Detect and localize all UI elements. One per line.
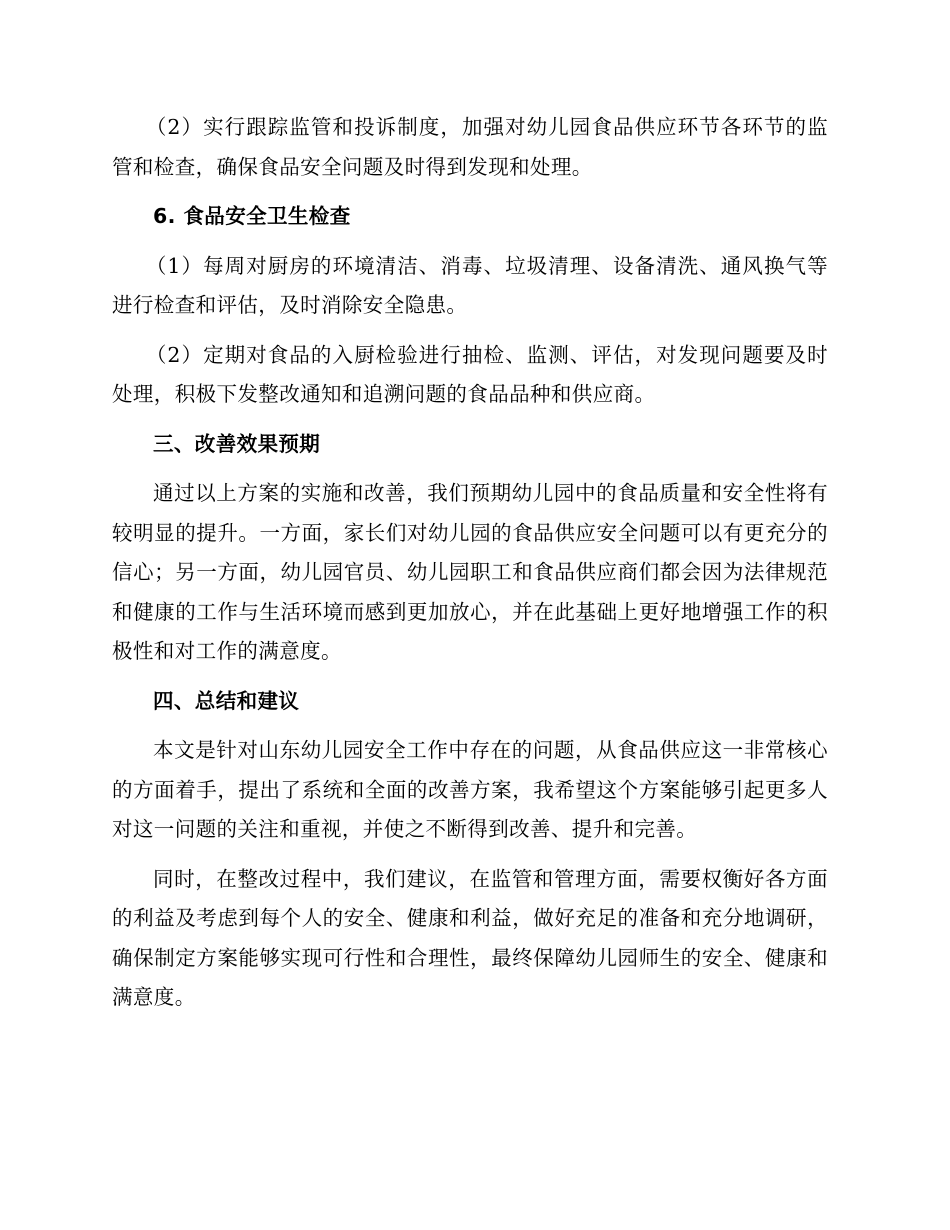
section-heading-summary: 四、总结和建议 [153, 688, 300, 713]
section-heading-expected-results: 三、改善效果预期 [153, 431, 321, 456]
section-heading-food-safety-inspection: 6. 食品安全卫生检查 [153, 204, 351, 228]
paragraph-summary: 本文是针对山东幼儿园安全工作中存在的问题，从食品供应这一非常核心的方面着手，提出了系统和全面的改善方案，我希望这个方案能够引起更多人对这一问题的关注和重视，并使之不断得到改善、提升和完善。 [112, 738, 828, 841]
paragraph-recommendations: 同时，在整改过程中，我们建议，在监管和管理方面，需要权衡好各方面的利益及考虑到每个人的安全、健康和利益，做好充足的准备和充分地调研，确保制定方案能够实现可行性和合理性，最终保障幼儿园师生的安全、健康和满意度。 [112, 866, 828, 1009]
paragraph-expected-improvement: 通过以上方案的实施和改善，我们预期幼儿园中的食品质量和安全性将有较明显的提升。一方面，家长们对幼儿园的食品供应安全问题可以有更充分的信心；另一方面，幼儿园官员、幼儿园职工和食品供应商们都会因为法律规范和健康的工作与生活环境而感到更加放心，并在此基础上更好地增强工作的积极性和对工作的满意度。 [112, 481, 828, 663]
paragraph-tracking-supervision: （2）实行跟踪监管和投诉制度，加强对幼儿园食品供应环节各环节的监管和检查，确保食品安全问题及时得到发现和处理。 [112, 115, 828, 179]
paragraph-weekly-kitchen-inspection: （1）每周对厨房的环境清洁、消毒、垃圾清理、设备清洗、通风换气等进行检查和评估，及时消除安全隐患。 [112, 253, 828, 317]
document-page [112, 108, 828, 1028]
paragraph-regular-spot-checks: （2）定期对食品的入厨检验进行抽检、监测、评估，对发现问题要及时处理，积极下发整改通知和追溯问题的食品品种和供应商。 [112, 342, 828, 406]
